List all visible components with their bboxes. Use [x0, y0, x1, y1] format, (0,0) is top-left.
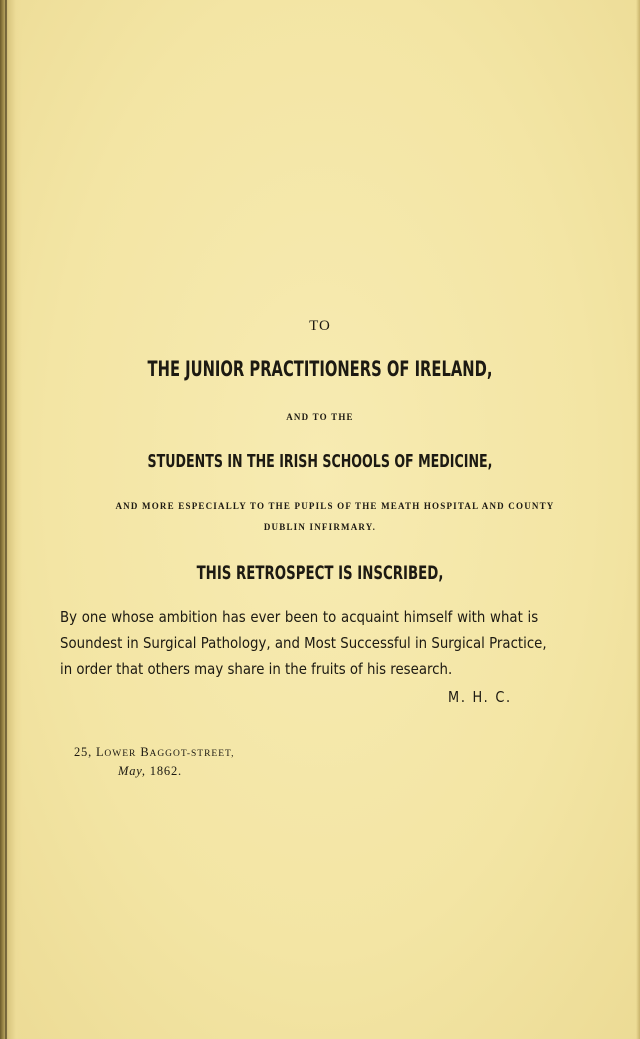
- dedication-line2-wrap: [0, 451, 640, 472]
- address-number: 25,: [74, 745, 93, 759]
- dedication-line3-wrap: [0, 562, 640, 584]
- author-initials: M. H. C.: [448, 688, 512, 706]
- address-street-rest-2: AGGOT-STREET,: [149, 749, 235, 759]
- dedication-to: TO: [309, 318, 331, 334]
- binding-shadow: [0, 0, 22, 1039]
- address-street-rest-1: OWER: [104, 749, 137, 759]
- paragraph-line-1: By one whose ambition has ever been to acquaint himself with what is: [60, 608, 539, 626]
- dedication-line3: THIS RETROSPECT IS INSCRIBED,: [196, 562, 444, 584]
- address-line: [74, 745, 235, 760]
- address-street-initial-2: B: [140, 745, 150, 759]
- date-year: 1862.: [149, 764, 182, 778]
- dedication-line2: STUDENTS IN THE IRISH SCHOOLS OF MEDICINE,: [147, 451, 493, 472]
- dedication-especially-line2: DUBLIN INFIRMARY.: [263, 522, 377, 532]
- dedication-line1: THE JUNIOR PRACTITIONERS OF IRELAND,: [147, 357, 493, 381]
- date-line: [118, 764, 182, 779]
- paragraph-line-2: Soundest in Surgical Pathology, and Most Successful in Surgical Practice,: [60, 634, 547, 652]
- page-edge: [636, 0, 640, 1039]
- dedication-and-to-the: AND TO THE: [286, 412, 354, 422]
- date-month: May,: [118, 764, 146, 778]
- address-street-initial-1: L: [95, 745, 105, 759]
- dedication-line1-wrap: [0, 357, 640, 381]
- binding-edge: [5, 0, 7, 1039]
- paragraph-line-3: in order that others may share in the fruits of his research.: [60, 660, 453, 678]
- dedication-especially-line1: AND MORE ESPECIALLY TO THE PUPILS OF THE MEATH HOSPITAL AND COUNTY: [115, 501, 555, 511]
